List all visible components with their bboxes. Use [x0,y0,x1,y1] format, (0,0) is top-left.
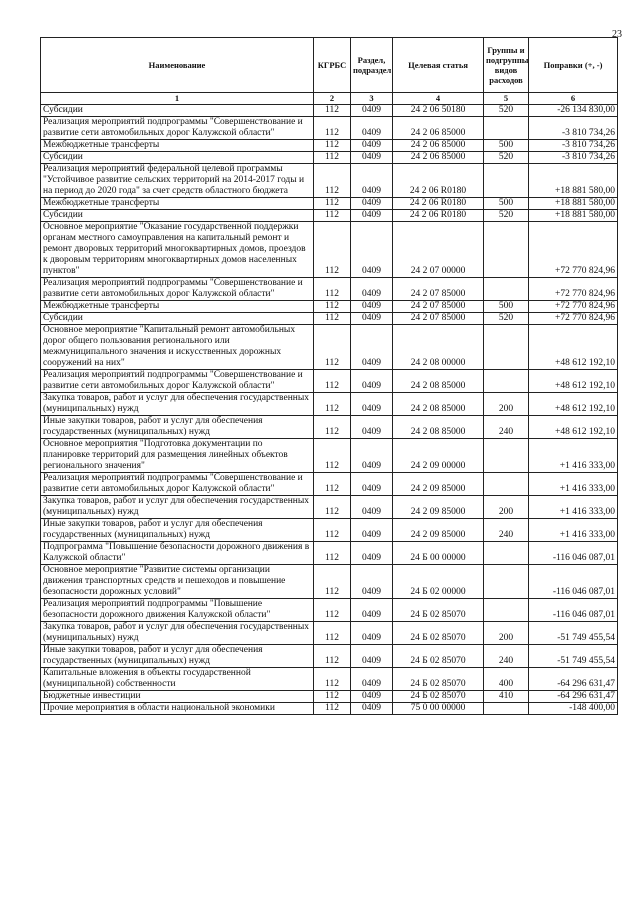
row-kgrbs: 112 [314,622,351,645]
row-kgrbs: 112 [314,325,351,370]
row-name: Закупка товаров, работ и услуг для обеспечения государственных (муниципальных) нужд [41,622,314,645]
row-kgrbs: 112 [314,222,351,278]
row-razdel: 0409 [351,599,393,622]
column-number: 2 [314,93,351,105]
row-expense-type [484,439,529,473]
table-row [41,703,618,715]
row-target-article: 24 2 09 00000 [393,439,484,473]
row-kgrbs: 112 [314,645,351,668]
table-row [41,416,618,439]
header-kgrbs: КГРБС [314,38,351,93]
row-target-article: 24 2 06 85000 [393,152,484,164]
row-expense-type [484,164,529,198]
table-row [41,117,618,140]
row-expense-type: 200 [484,622,529,645]
row-name: Основное мероприятия "Подготовка документации по планировке территорий для размещения линейных объектов регионального значения" [41,439,314,473]
row-target-article: 24 2 06 85000 [393,140,484,152]
row-target-article: 24 2 09 85000 [393,496,484,519]
row-amount: -51 749 455,54 [529,645,618,668]
row-target-article: 24 2 07 85000 [393,313,484,325]
row-expense-type [484,117,529,140]
table-header-row [41,38,618,93]
row-expense-type: 200 [484,496,529,519]
header-vr: Группы и подгруппы видов расходов [484,38,529,93]
row-kgrbs: 112 [314,496,351,519]
row-amount: -64 296 631,47 [529,691,618,703]
row-kgrbs: 112 [314,198,351,210]
row-amount: -3 810 734,26 [529,152,618,164]
row-amount: -116 046 087,01 [529,565,618,599]
row-kgrbs: 112 [314,565,351,599]
table-row [41,519,618,542]
row-kgrbs: 112 [314,599,351,622]
row-expense-type [484,278,529,301]
row-amount: -26 134 830,00 [529,105,618,117]
row-expense-type: 500 [484,140,529,152]
row-kgrbs: 112 [314,519,351,542]
row-amount: +1 416 333,00 [529,496,618,519]
row-target-article: 24 2 06 50180 [393,105,484,117]
table-row [41,222,618,278]
row-kgrbs: 112 [314,703,351,715]
row-kgrbs: 112 [314,301,351,313]
row-target-article: 24 Б 00 00000 [393,542,484,565]
row-expense-type: 240 [484,519,529,542]
table-row [41,393,618,416]
row-name: Подпрограмма "Повышение безопасности дорожного движения в Калужской области" [41,542,314,565]
row-razdel: 0409 [351,565,393,599]
row-amount: +48 612 192,10 [529,370,618,393]
table-row [41,565,618,599]
row-razdel: 0409 [351,668,393,691]
row-kgrbs: 112 [314,313,351,325]
row-target-article: 24 2 08 85000 [393,416,484,439]
row-target-article: 24 2 08 85000 [393,370,484,393]
row-kgrbs: 112 [314,370,351,393]
row-target-article: 24 Б 02 85070 [393,691,484,703]
table-row [41,691,618,703]
row-name: Прочие мероприятия в области национальной экономики [41,703,314,715]
column-number: 3 [351,93,393,105]
row-razdel: 0409 [351,164,393,198]
table-row [41,105,618,117]
row-name: Иные закупки товаров, работ и услуг для обеспечения государственных (муниципальных) нужд [41,416,314,439]
row-name: Межбюджетные трансферты [41,198,314,210]
row-razdel: 0409 [351,645,393,668]
row-razdel: 0409 [351,210,393,222]
row-name: Иные закупки товаров, работ и услуг для обеспечения государственных (муниципальных) нужд [41,645,314,668]
table-row [41,140,618,152]
row-target-article: 24 Б 02 85070 [393,599,484,622]
row-target-article: 24 Б 02 00000 [393,565,484,599]
row-name: Реализация мероприятий подпрограммы "Повышение безопасности дорожного движения Калужской области" [41,599,314,622]
row-expense-type [484,222,529,278]
row-kgrbs: 112 [314,473,351,496]
row-amount: -3 810 734,26 [529,117,618,140]
row-expense-type: 200 [484,393,529,416]
row-target-article: 24 2 07 85000 [393,301,484,313]
table-row [41,210,618,222]
table-row [41,668,618,691]
row-target-article: 24 2 07 85000 [393,278,484,301]
row-name: Реализация мероприятий подпрограммы "Совершенствование и развитие сети автомобильных дорог Калужской области" [41,370,314,393]
row-razdel: 0409 [351,117,393,140]
row-razdel: 0409 [351,278,393,301]
row-razdel: 0409 [351,496,393,519]
row-target-article: 24 2 06 R0180 [393,210,484,222]
table-row [41,439,618,473]
column-numbers-row [41,93,618,105]
column-number: 6 [529,93,618,105]
row-kgrbs: 112 [314,164,351,198]
row-razdel: 0409 [351,198,393,210]
table-row [41,164,618,198]
row-razdel: 0409 [351,691,393,703]
row-name: Реализация мероприятий подпрограммы "Совершенствование и развитие сети автомобильных дорог Калужской области" [41,473,314,496]
row-kgrbs: 112 [314,668,351,691]
row-expense-type: 400 [484,668,529,691]
row-name: Закупка товаров, работ и услуг для обеспечения государственных (муниципальных) нужд [41,496,314,519]
row-amount: +1 416 333,00 [529,439,618,473]
row-razdel: 0409 [351,439,393,473]
row-razdel: 0409 [351,519,393,542]
row-razdel: 0409 [351,622,393,645]
row-razdel: 0409 [351,370,393,393]
table-row [41,325,618,370]
row-razdel: 0409 [351,313,393,325]
table-row [41,622,618,645]
row-razdel: 0409 [351,152,393,164]
table-row [41,370,618,393]
row-name: Основное мероприятие "Капитальный ремонт автомобильных дорог общего пользования регионального или межмуниципального значения и искусственных дорожных сооружений на них" [41,325,314,370]
row-kgrbs: 112 [314,542,351,565]
row-expense-type [484,542,529,565]
row-expense-type [484,565,529,599]
table-row [41,313,618,325]
row-name: Межбюджетные трансферты [41,140,314,152]
row-razdel: 0409 [351,222,393,278]
row-name: Бюджетные инвестиции [41,691,314,703]
row-razdel: 0409 [351,416,393,439]
row-target-article: 24 Б 02 85070 [393,668,484,691]
row-target-article: 24 2 07 00000 [393,222,484,278]
table-row [41,645,618,668]
table-row [41,542,618,565]
row-kgrbs: 112 [314,439,351,473]
row-name: Иные закупки товаров, работ и услуг для обеспечения государственных (муниципальных) нужд [41,519,314,542]
row-target-article: 24 2 09 85000 [393,519,484,542]
row-kgrbs: 112 [314,278,351,301]
column-number: 5 [484,93,529,105]
row-target-article: 75 0 00 00000 [393,703,484,715]
row-expense-type: 410 [484,691,529,703]
row-name: Капитальные вложения в объекты государственной (муниципальной) собственности [41,668,314,691]
row-target-article: 24 2 06 R0180 [393,164,484,198]
row-amount: +48 612 192,10 [529,325,618,370]
row-razdel: 0409 [351,140,393,152]
row-expense-type: 520 [484,152,529,164]
row-kgrbs: 112 [314,105,351,117]
row-name: Субсидии [41,105,314,117]
row-expense-type: 520 [484,210,529,222]
row-name: Основное мероприятие "Оказание государственной поддержки органам местного самоуправления на капитальный ремонт и ремонт дворовых территорий многоквартирных домов, проездов к дворовым территориям многоквартирных домов населенных пунктов" [41,222,314,278]
row-amount: -148 400,00 [529,703,618,715]
row-name: Закупка товаров, работ и услуг для обеспечения государственных (муниципальных) нужд [41,393,314,416]
row-name: Реализация мероприятий федеральной целевой программы "Устойчивое развитие сельских территорий на 2014-2017 годы и на период до 2020 года" за счет средств областного бюджета [41,164,314,198]
row-target-article: 24 Б 02 85070 [393,645,484,668]
row-razdel: 0409 [351,542,393,565]
row-razdel: 0409 [351,105,393,117]
row-amount: +18 881 580,00 [529,198,618,210]
header-name: Наименование [41,38,314,93]
row-expense-type: 240 [484,416,529,439]
row-amount: -51 749 455,54 [529,622,618,645]
budget-amendments-table [40,37,618,715]
row-kgrbs: 112 [314,140,351,152]
row-razdel: 0409 [351,393,393,416]
row-name: Субсидии [41,313,314,325]
header-razdel: Раздел, подраздел [351,38,393,93]
row-amount: +72 770 824,96 [529,313,618,325]
row-amount: +72 770 824,96 [529,222,618,278]
column-number: 4 [393,93,484,105]
table-body [41,105,618,715]
row-target-article: 24 2 08 85000 [393,393,484,416]
header-target: Целевая статья [393,38,484,93]
row-amount: +48 612 192,10 [529,393,618,416]
row-kgrbs: 112 [314,691,351,703]
row-target-article: 24 2 06 85000 [393,117,484,140]
row-kgrbs: 112 [314,117,351,140]
row-amount: +18 881 580,00 [529,210,618,222]
row-expense-type: 520 [484,313,529,325]
row-razdel: 0409 [351,325,393,370]
row-name: Реализация мероприятий подпрограммы "Совершенствование и развитие сети автомобильных дорог Калужской области" [41,278,314,301]
header-amount: Поправки (+, -) [529,38,618,93]
row-name: Реализация мероприятий подпрограммы "Совершенствование и развитие сети автомобильных дорог Калужской области" [41,117,314,140]
row-name: Основное мероприятие "Развитие системы организации движения транспортных средств и пешеходов и повышение безопасности дорожных условий" [41,565,314,599]
row-expense-type [484,599,529,622]
row-kgrbs: 112 [314,393,351,416]
table-row [41,473,618,496]
row-expense-type: 520 [484,105,529,117]
row-name: Субсидии [41,152,314,164]
row-expense-type: 240 [484,645,529,668]
row-expense-type: 500 [484,198,529,210]
row-expense-type [484,473,529,496]
row-amount: +18 881 580,00 [529,164,618,198]
table-row [41,301,618,313]
row-expense-type [484,703,529,715]
row-target-article: 24 2 06 R0180 [393,198,484,210]
row-name: Субсидии [41,210,314,222]
row-amount: -3 810 734,26 [529,140,618,152]
row-name: Межбюджетные трансферты [41,301,314,313]
table-row [41,278,618,301]
table-row [41,599,618,622]
row-kgrbs: 112 [314,152,351,164]
row-amount: -116 046 087,01 [529,542,618,565]
row-target-article: 24 2 09 85000 [393,473,484,496]
row-expense-type [484,325,529,370]
row-amount: +1 416 333,00 [529,519,618,542]
table-row [41,496,618,519]
column-number: 1 [41,93,314,105]
row-target-article: 24 Б 02 85070 [393,622,484,645]
row-kgrbs: 112 [314,210,351,222]
table-row [41,198,618,210]
table-row [41,152,618,164]
row-kgrbs: 112 [314,416,351,439]
row-razdel: 0409 [351,703,393,715]
row-razdel: 0409 [351,301,393,313]
row-amount: +72 770 824,96 [529,301,618,313]
row-razdel: 0409 [351,473,393,496]
row-expense-type: 500 [484,301,529,313]
row-amount: -64 296 631,47 [529,668,618,691]
row-amount: -116 046 087,01 [529,599,618,622]
row-expense-type [484,370,529,393]
row-amount: +72 770 824,96 [529,278,618,301]
row-target-article: 24 2 08 00000 [393,325,484,370]
page-number: 23 [612,29,622,40]
row-amount: +48 612 192,10 [529,416,618,439]
row-amount: +1 416 333,00 [529,473,618,496]
